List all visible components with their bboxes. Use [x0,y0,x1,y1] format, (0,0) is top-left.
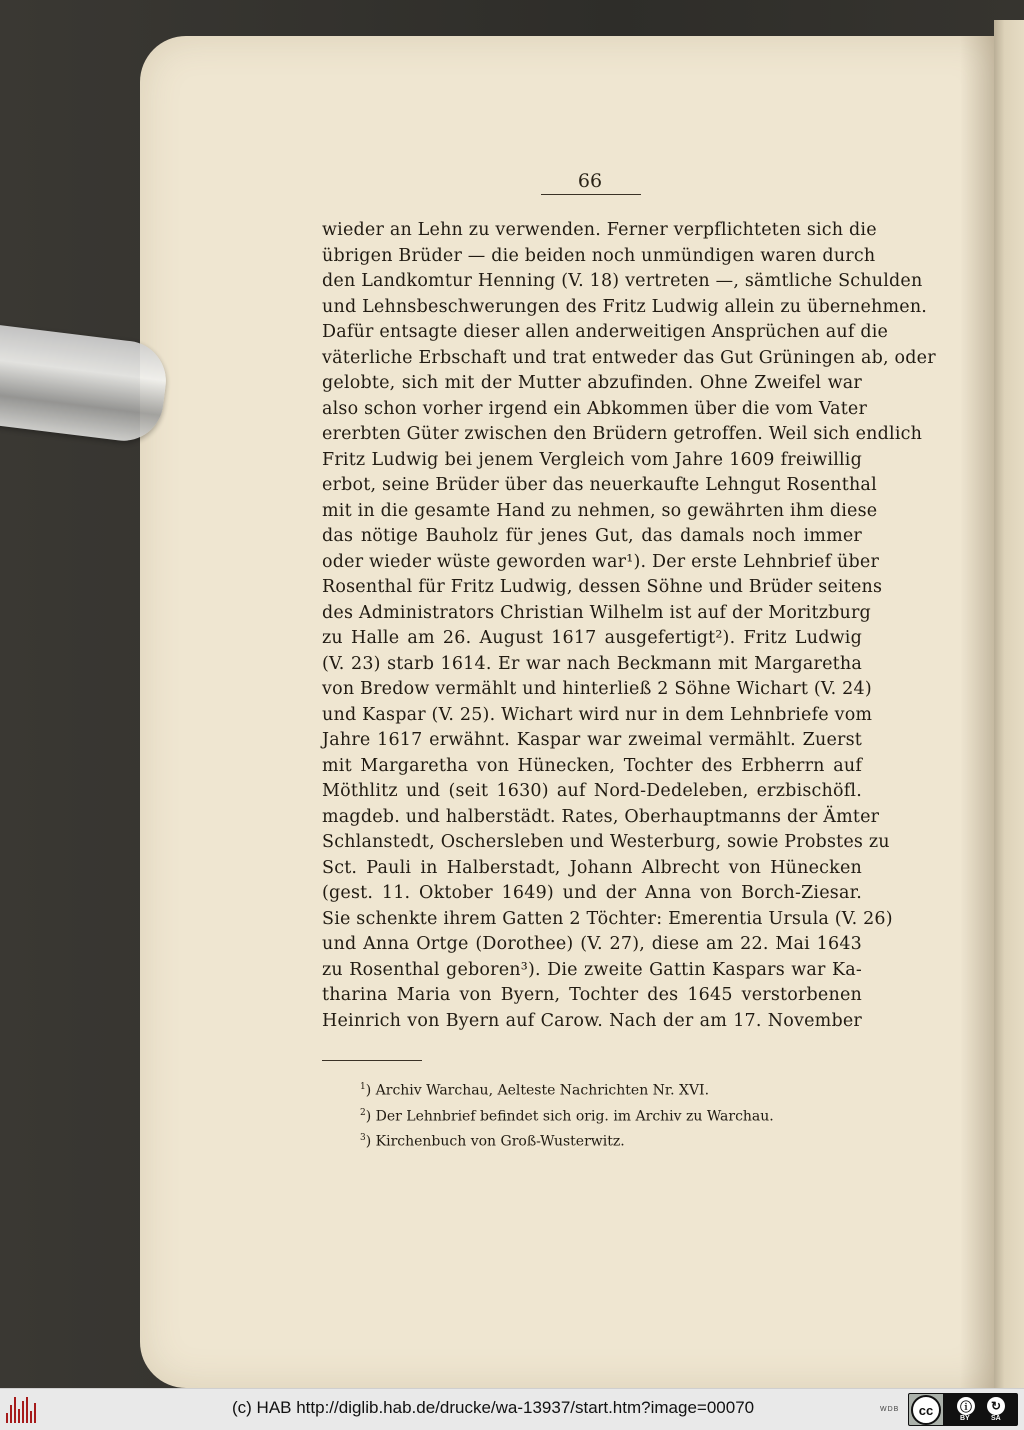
text-line: tharina Maria von Byern, Tochter des 1645 verstorbenen [322,985,862,1005]
footer-bar [0,1388,1024,1430]
text-line: Dafür entsagte dieser allen anderweitigen Ansprüchen auf die [322,322,889,342]
footnote-rule [322,1060,422,1061]
text-line: Heinrich von Byern auf Carow. Nach der am 17. November [322,1010,862,1031]
footnote-text: ) Kirchenbuch von Groß-Wusterwitz. [365,1133,625,1150]
text-line: des Administrators Christian Wilhelm ist auf der Moritzburg [322,602,871,623]
copyright-link[interactable]: (c) HAB http://diglib.hab.de/drucke/wa-13937/start.htm?image=00070 [232,1398,755,1417]
next-page-edge [994,20,1024,1388]
footnote-mark: 2 [360,1107,366,1118]
text-line: mit in die gesamte Hand zu nehmen, so gewährten ihm diese [322,500,878,521]
text-line: das nötige Bauholz für jenes Gut, das damals noch immer [322,526,862,546]
text-line: den Landkomtur Henning (V. 18) vertreten —, sämtliche Schulden [322,271,923,291]
hab-logo-icon [6,1397,40,1423]
wdb-mark: WDB [880,1406,900,1413]
footnotes [360,1076,880,1153]
page-number: 66 [577,170,603,192]
by-label: BY [960,1415,970,1422]
text-line: Rosenthal für Fritz Ludwig, dessen Söhne und Brüder seitens [322,577,883,597]
text-line: und Lehnsbeschwerungen des Fritz Ludwig allein zu übernehmen. [322,296,928,317]
sa-label: SA [991,1415,1001,1422]
page-number-rule [541,194,641,195]
footnote-mark: 1 [360,1082,366,1092]
text-line: Fritz Ludwig bei jenem Vergleich vom Jahre 1609 freiwillig [322,449,862,470]
share-alike-icon: ↻ [987,1397,1005,1415]
text-line: übrigen Brüder — die beiden noch unmündigen waren durch [322,245,876,266]
text-line: und Kaspar (V. 25). Wichart wird nur in dem Lehnbriefe vom [322,704,873,725]
license-bar [943,1394,1017,1425]
text-line: also schon vorher irgend ein Abkommen über die vom Vater [322,398,868,419]
text-line: Sct. Pauli in Halberstadt, Johann Albrecht von Hünecken [322,857,862,878]
text-line: zu Halle am 26. August 1617 ausgefertigt²). Fritz Ludwig [322,628,862,648]
text-line: magdeb. und halberstädt. Rates, Oberhauptmanns der Ämter [322,806,880,827]
text-line: und Anna Ortge (Dorothee) (V. 27), diese am 22. Mai 1643 [322,934,862,954]
text-line: (gest. 11. Oktober 1649) und der Anna von Borch-Ziesar. [322,883,862,903]
footnote-text: ) Archiv Warchau, Aelteste Nachrichten Nr. XVI. [365,1082,710,1099]
text-line: wieder an Lehn zu verwenden. Ferner verpflichteten sich die [322,220,877,240]
license-badge[interactable] [908,1393,1018,1426]
body-text [322,218,936,1034]
text-line: mit Margaretha von Hünecken, Tochter des Erbherrn auf [322,755,862,776]
text-line: Jahre 1617 erwähnt. Kaspar war zweimal vermählt. Zuerst [322,730,862,750]
text-line: Schlanstedt, Oschersleben und Westerburg, sowie Probstes zu [322,832,890,852]
text-line: väterliche Erbschaft und trat entweder das Gut Grüningen ab, oder [322,347,936,368]
text-line: von Bredow vermählt und hinterließ 2 Söhne Wichart (V. 24) [322,679,872,699]
attribution-icon: ⓘ [957,1397,975,1415]
cc-icon: cc [911,1395,941,1425]
text-line: gelobte, sich mit der Mutter abzufinden. Ohne Zweifel war [322,373,862,393]
footnote [360,1076,880,1102]
footnote [360,1127,880,1153]
footnote-mark: 3 [360,1133,366,1144]
gutter-shadow [960,36,994,1388]
text-line: zu Rosenthal geboren³). Die zweite Gattin Kaspars war Ka- [322,959,862,980]
text-line: erbot, seine Brüder über das neuerkaufte Lehngut Rosenthal [322,475,877,495]
text-line: ererbten Güter zwischen den Brüdern getroffen. Weil sich endlich [322,424,923,444]
text-line: Möthlitz und (seit 1630) auf Nord-Dedeleben, erzbischöfl. [322,781,862,801]
footnote [360,1102,880,1128]
text-line: (V. 23) starb 1614. Er war nach Beckmann mit Margaretha [322,653,862,674]
text-line: Sie schenkte ihrem Gatten 2 Töchter: Emerentia Ursula (V. 26) [322,908,893,929]
text-line: oder wieder wüste geworden war¹). Der erste Lehnbrief über [322,551,880,572]
footnote-text: ) Der Lehnbrief befindet sich orig. im Archiv zu Warchau. [365,1108,774,1125]
